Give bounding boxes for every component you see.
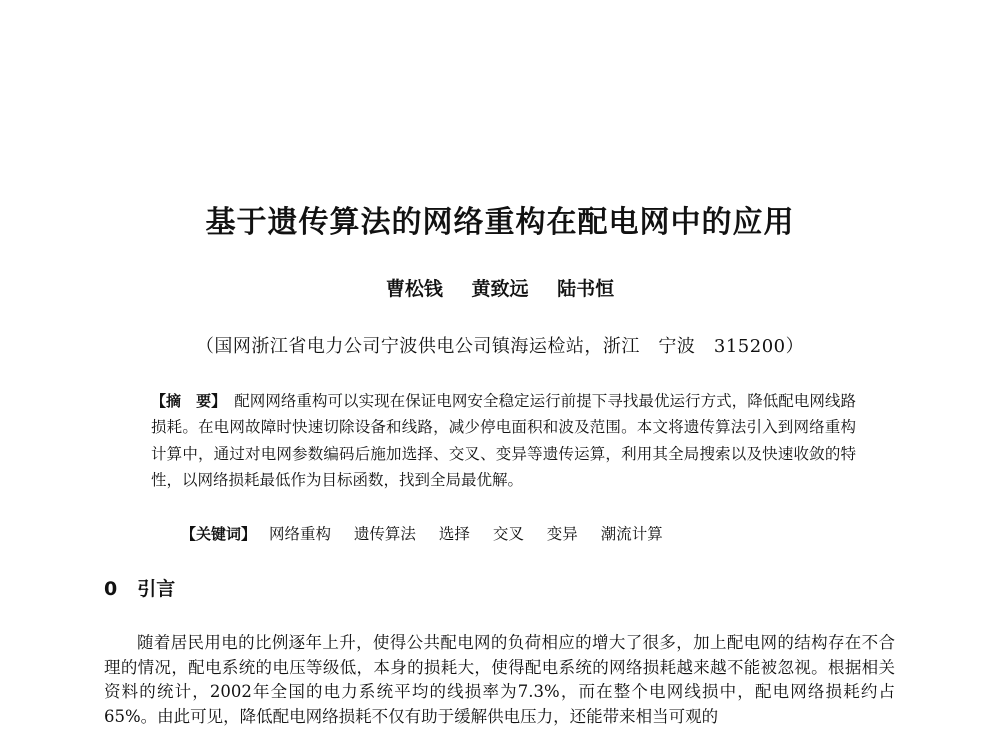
abstract-text: 配网网络重构可以实现在保证电网安全稳定运行前提下寻找最优运行方式，降低配电网线路损耗。在电网故障时快速切除设备和线路，减少停电面积和波及范围。本文将遗传算法引入到网络重构计算中，通过对电网参数编码后施加选择、交叉、变异等遗传运算，利用其全局搜索以及快速收敛的特性，以网络损耗最低作为目标函数，找到全局最优解。 (151, 392, 856, 490)
keyword: 交叉 (492, 525, 524, 543)
keywords (181, 521, 681, 547)
abstract (151, 388, 856, 494)
abstract-label: 【摘 要】 (151, 392, 227, 410)
affiliation: （国网浙江省电力公司宁波供电公司镇海运检站，浙江 宁波 315200） (195, 336, 805, 357)
keyword: 潮流计算 (600, 525, 663, 543)
keyword: 变异 (546, 525, 578, 543)
body-paragraph: 随着居民用电的比例逐年上升，使得公共配电网的负荷相应的增大了很多，加上配电网的结构存在不合理的情况，配电系统的电压等级低，本身的损耗大，使得配电系统的网络损耗越来越不能被忽视。根据相关资料的统计，2002年全国的电力系统平均的线损率为7.3%，而在整个电网线损中，配电网络损耗约占65%。由此可见，降低配电网络损耗不仅有助于缓解供电压力，还能带来相当可观的 (104, 633, 895, 726)
section-title: 引言 (137, 578, 176, 600)
keywords-label: 【关键词】 (181, 525, 257, 543)
author-name: 陆书恒 (557, 278, 615, 300)
author-name: 曹松钱 (385, 278, 443, 300)
keyword: 网络重构 (268, 525, 331, 543)
keyword: 遗传算法 (353, 525, 416, 543)
author-name: 黄致远 (471, 278, 529, 300)
section-heading (104, 576, 175, 602)
author-list (0, 276, 1000, 302)
section-number: 0 (104, 578, 118, 600)
paper-title: 基于遗传算法的网络重构在配电网中的应用 (205, 205, 795, 240)
keyword: 选择 (438, 525, 470, 543)
